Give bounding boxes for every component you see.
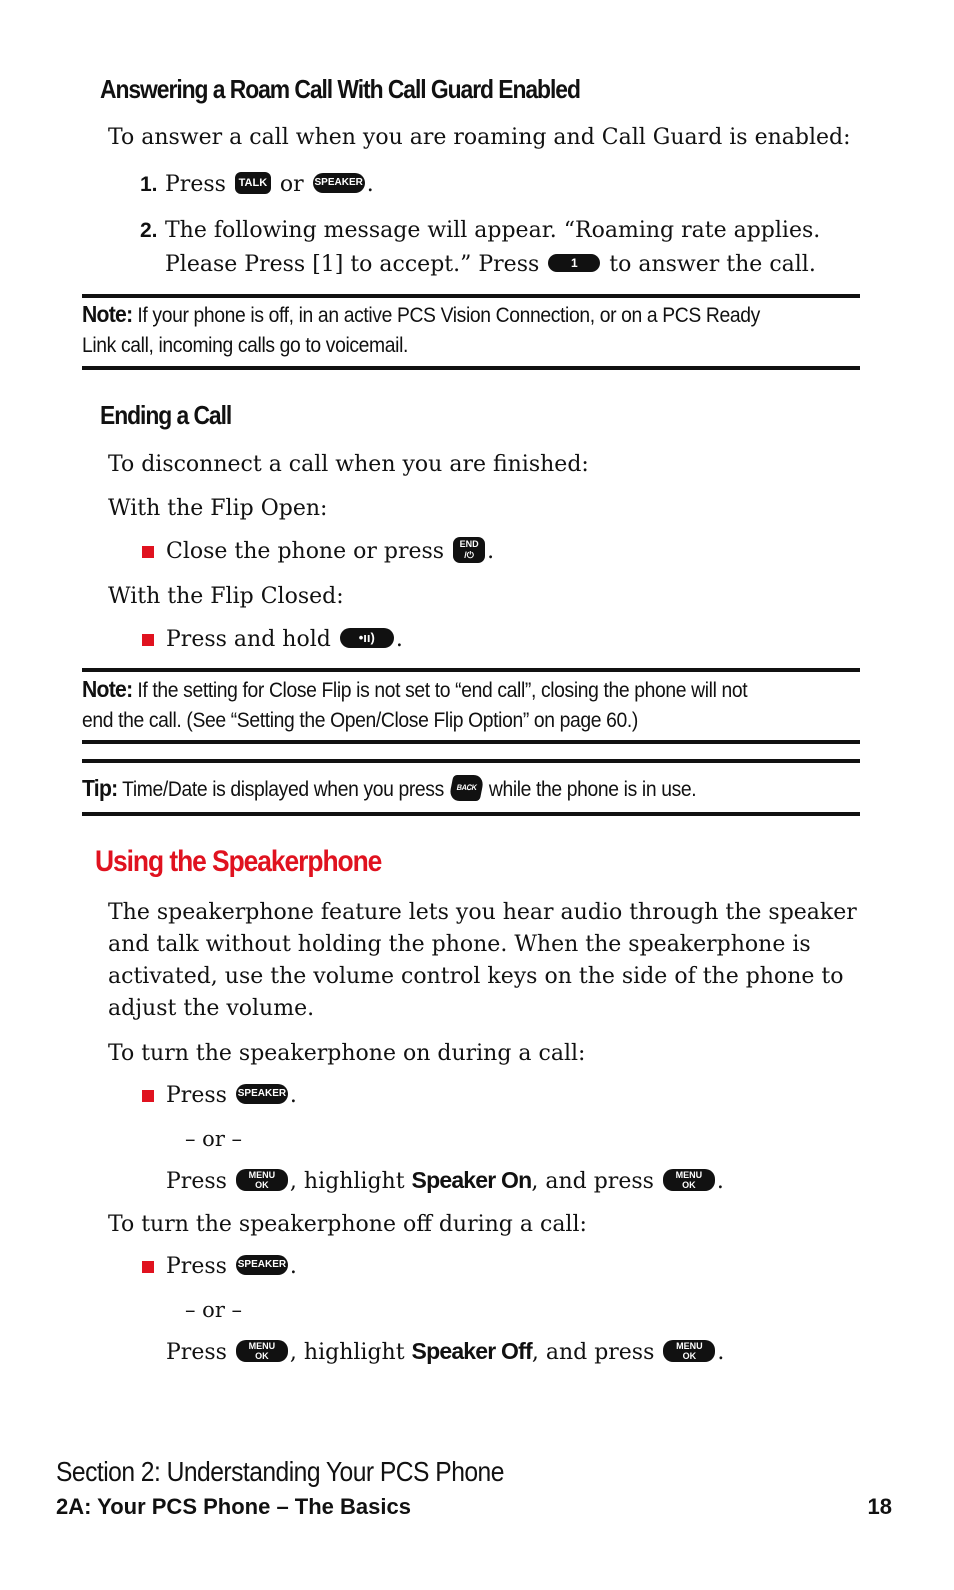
step-text: or: [279, 172, 304, 197]
step-text: .: [366, 172, 374, 197]
page-number: 18: [867, 1494, 892, 1519]
tip-label: Tip:: [82, 775, 118, 801]
speaker-key-icon: SPEAKER: [236, 1255, 288, 1275]
key-label: /⏻: [464, 550, 474, 560]
speakerphone-para-line: activated, use the volume control keys on the side of the phone to: [108, 964, 844, 989]
note-text: Link call, incoming calls go to voicemail.: [82, 334, 409, 357]
step-text: to answer the call.: [609, 252, 816, 277]
step-number: 1.: [140, 173, 158, 196]
end-power-key-icon: [453, 537, 485, 563]
flip-open-label: With the Flip Open:: [108, 496, 328, 521]
speakerphone-para-line: and talk without holding the phone. When the speakerphone is: [108, 932, 811, 957]
note-text: end the call. (See “Setting the Open/Close Flip Option” on page 60.): [82, 709, 638, 732]
speaker-off-option-1: [166, 1250, 297, 1284]
note-bottom-rule: [82, 740, 860, 744]
speaker-on-option-1: [166, 1079, 297, 1113]
step-text: Press: [165, 172, 226, 197]
instruction-text: Close the phone or press: [166, 539, 445, 564]
bullet-icon: [142, 1261, 154, 1273]
menu-ok-key-icon: [236, 1340, 288, 1362]
roam-step-2-line2: [165, 248, 816, 282]
key-label: END: [459, 539, 479, 549]
menu-ok-key-icon: [663, 1340, 715, 1362]
key-label: OK: [255, 1351, 269, 1361]
speaker-off-option-2: [166, 1334, 724, 1370]
step-number: 2.: [140, 219, 158, 242]
note-top-rule: [82, 294, 860, 298]
bullet-icon: [142, 1090, 154, 1102]
speaker-on-option-name: Speaker On: [411, 1167, 532, 1193]
bullet-icon: [142, 546, 154, 558]
step-text: Please Press [1] to accept.” Press: [165, 252, 540, 277]
talk-key-icon: TALK: [235, 172, 271, 194]
instruction-text: , highlight: [289, 1340, 405, 1365]
footer-chapter-title: 2A: Your PCS Phone – The Basics: [56, 1494, 411, 1519]
speaker-on-option-2: [166, 1163, 724, 1199]
flip-closed-label: With the Flip Closed:: [108, 584, 344, 609]
flip-open-instruction: [166, 535, 494, 569]
roam-call-heading: Answering a Roam Call With Call Guard Enabled: [100, 74, 580, 104]
note-label: Note:: [82, 676, 133, 702]
key-label: OK: [255, 1180, 269, 1190]
key-label: OK: [682, 1351, 697, 1361]
key-label: MENU: [675, 1170, 703, 1180]
speaker-key-icon: SPEAKER: [236, 1084, 288, 1104]
ending-intro: To disconnect a call when you are finished:: [108, 452, 589, 477]
tip-time-date: [82, 773, 809, 805]
tip-bottom-rule: [82, 812, 860, 816]
note-roaming: [82, 299, 809, 361]
instruction-text: Press: [166, 1083, 227, 1108]
menu-ok-key-icon: [663, 1169, 715, 1191]
speaker-key-icon: SPEAKER: [313, 173, 365, 193]
instruction-text: .: [717, 1340, 725, 1365]
one-key-icon: 1: [548, 254, 600, 272]
note-label: Note:: [82, 301, 133, 327]
instruction-text: .: [716, 1169, 724, 1194]
note-text: If the setting for Close Flip is not set to “end call”, closing the phone will not: [132, 679, 748, 702]
menu-ok-key-icon: [236, 1169, 288, 1191]
instruction-text: , and press: [531, 1169, 654, 1194]
instruction-text: Press and hold: [166, 627, 331, 652]
key-label: MENU: [248, 1170, 276, 1180]
speaker-on-intro: To turn the speakerphone on during a call:: [108, 1041, 586, 1066]
back-key-icon: BACK: [448, 775, 484, 801]
speaker-off-option-name: Speaker Off: [411, 1338, 532, 1364]
instruction-text: .: [487, 539, 495, 564]
bullet-icon: [142, 634, 154, 646]
tip-top-rule: [82, 759, 860, 763]
instruction-text: .: [289, 1254, 297, 1279]
key-label: MENU: [248, 1341, 276, 1351]
note-close-flip: [82, 674, 809, 736]
instruction-text: .: [289, 1083, 297, 1108]
instruction-text: .: [395, 627, 403, 652]
speaker-off-intro: To turn the speakerphone off during a call:: [108, 1212, 587, 1237]
instruction-text: Press: [166, 1340, 227, 1365]
speakerphone-para-line: The speakerphone feature lets you hear audio through the speaker: [108, 900, 857, 925]
roam-step-2-line1: The following message will appear. “Roaming rate applies.: [165, 218, 821, 243]
speakerphone-heading: Using the Speakerphone: [95, 845, 382, 878]
flip-closed-instruction: [166, 623, 403, 657]
tip-text: while the phone is in use.: [488, 778, 697, 801]
instruction-text: , highlight: [289, 1169, 405, 1194]
or-separator: – or –: [185, 1298, 243, 1322]
or-separator: – or –: [185, 1127, 243, 1151]
speakerphone-para-line: adjust the volume.: [108, 996, 315, 1021]
note-text: If your phone is off, in an active PCS Vision Connection, or on a PCS Ready: [132, 304, 760, 327]
ending-call-heading: Ending a Call: [100, 400, 232, 430]
side-speaker-key-icon: •ıı): [340, 628, 394, 648]
key-label: MENU: [676, 1341, 703, 1351]
note-bottom-rule: [82, 366, 860, 370]
note-top-rule: [82, 668, 860, 672]
instruction-text: Press: [166, 1254, 227, 1279]
instruction-text: Press: [166, 1169, 227, 1194]
footer-section-title: Section 2: Understanding Your PCS Phone: [56, 1456, 504, 1487]
instruction-text: , and press: [531, 1340, 655, 1365]
key-label: OK: [682, 1180, 696, 1190]
roam-step-1: [165, 168, 374, 202]
roam-intro: To answer a call when you are roaming and Call Guard is enabled:: [108, 125, 851, 150]
tip-text: Time/Date is displayed when you press: [117, 778, 444, 801]
